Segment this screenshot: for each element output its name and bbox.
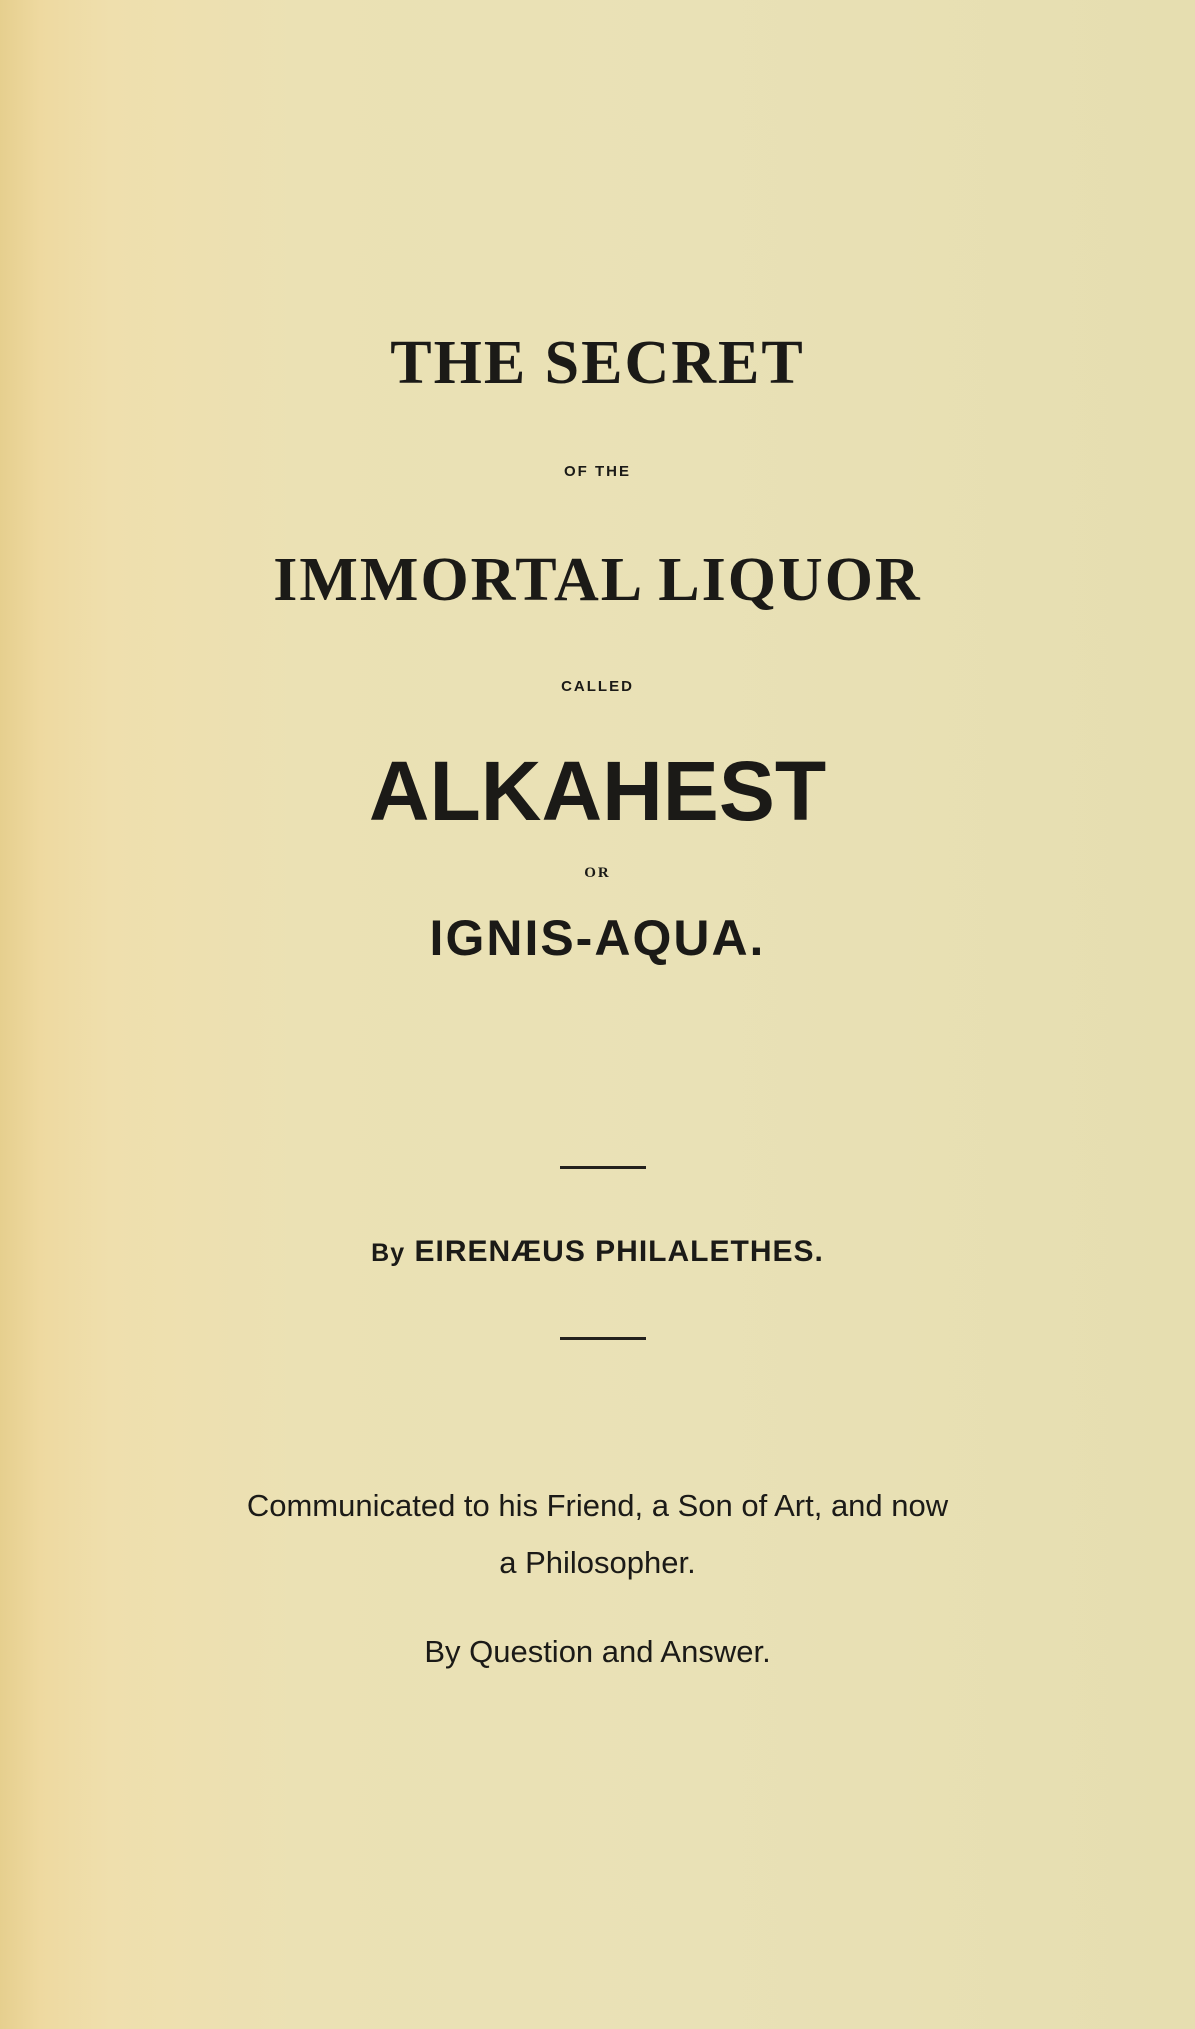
- divider-rule-top: [560, 1166, 646, 1169]
- description-line-3: By Question and Answer.: [424, 1634, 771, 1669]
- byline-by: By: [371, 1239, 406, 1267]
- title-line-ignis-aqua: IGNIS-AQUA.: [429, 910, 766, 966]
- title-line-immortal-liquor: IMMORTAL LIQUOR: [273, 546, 922, 614]
- divider-rule-bottom: [560, 1337, 646, 1340]
- description-line-1: Communicated to his Friend, a Son of Art, and now: [246, 1488, 949, 1523]
- title-line-alkahest: ALKAHEST: [368, 744, 827, 838]
- author-byline: [0, 1234, 1195, 1271]
- connector-or: OR: [584, 865, 611, 881]
- description-line-2: a Philosopher.: [499, 1545, 696, 1580]
- title-line-the-secret: THE SECRET: [390, 329, 805, 397]
- author-name: EIRENÆUS PHILALETHES.: [414, 1235, 824, 1268]
- connector-called: CALLED: [561, 678, 634, 695]
- connector-of-the: OF THE: [564, 463, 631, 480]
